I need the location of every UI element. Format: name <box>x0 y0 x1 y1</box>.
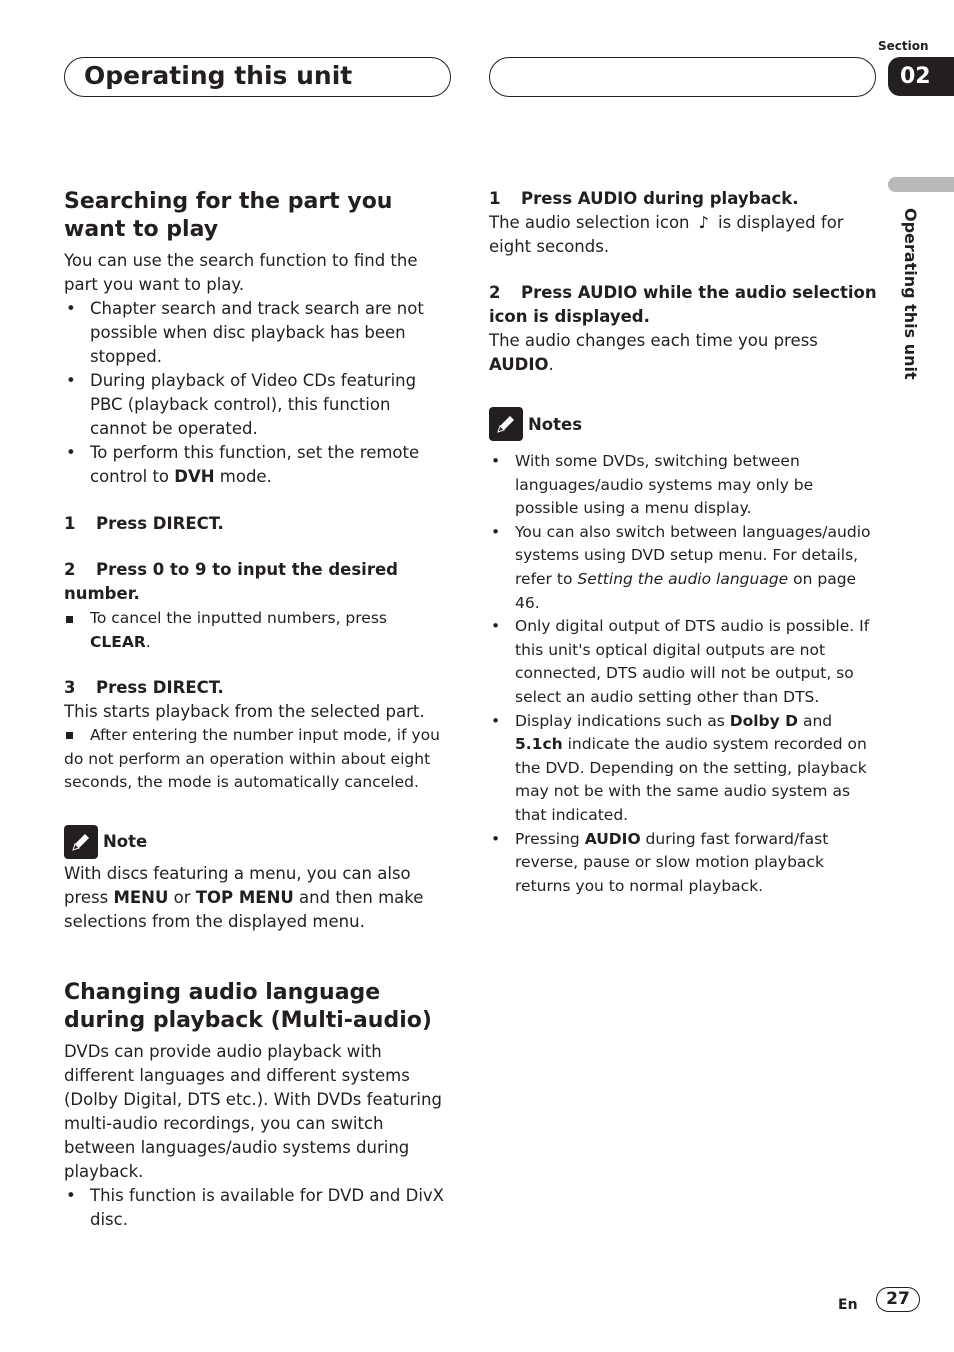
language-code: En <box>838 1297 858 1313</box>
page-number: 27 <box>876 1287 920 1312</box>
list-item: • You can also switch between languages/audio systems using DVD setup menu. For details, refer to Setting the audio language on page 46. <box>489 521 877 615</box>
pencil-icon <box>64 825 98 859</box>
notes-header <box>489 407 877 441</box>
note-text: With discs featuring a menu, you can also press MENU or TOP MENU and then make selections from the displayed menu. <box>64 863 424 931</box>
audio-step-2: 2 Press AUDIO while the audio selection icon is displayed. <box>489 283 877 326</box>
list-item: • To perform this function, set the remote control to DVH mode. <box>64 441 452 489</box>
search-heading: Searching for the part you want to play <box>64 189 393 242</box>
side-tab-marker <box>888 177 954 192</box>
section-label: Section <box>878 39 929 53</box>
audio-step-1: 1 Press AUDIO during playback. <box>489 189 799 208</box>
list-item: • Chapter search and track search are not possible when disc playback has been stopped. <box>64 297 452 369</box>
notes-label: Notes <box>528 414 583 434</box>
search-bullets <box>64 297 452 489</box>
audio-step-2-text: The audio changes each time you press AUDIO. <box>489 331 818 374</box>
list-item: • With some DVDs, switching between languages/audio systems may only be possible using a menu display. <box>489 450 877 521</box>
step-2: 2 Press 0 to 9 to input the desired number. <box>64 560 398 603</box>
pencil-icon <box>489 407 523 441</box>
header-title-frame <box>64 57 451 97</box>
notes-list <box>489 450 877 898</box>
multiaudio-bullets <box>64 1184 452 1232</box>
right-column <box>489 187 877 898</box>
note-header <box>64 825 452 859</box>
note-label: Note <box>103 832 148 852</box>
step-1: 1 Press DIRECT. <box>64 514 224 533</box>
list-item: • This function is available for DVD and DivX disc. <box>64 1184 452 1232</box>
step-2-note: To cancel the inputted numbers, press CLEAR. <box>64 607 452 654</box>
audio-note-icon: ♪ <box>698 213 710 232</box>
multiaudio-heading: Changing audio language during playback (Multi-audio) <box>64 979 432 1033</box>
list-item: • Display indications such as Dolby D and 5.1ch indicate the audio system recorded on the DVD. Depending on the setting, playback may not be with the same audio system as that indicated. <box>489 710 877 828</box>
left-column <box>64 188 452 1232</box>
header-blank-frame <box>489 57 876 97</box>
audio-step-1-text: The audio selection icon ♪ is displayed for eight seconds. <box>489 213 844 256</box>
step-3-note: After entering the number input mode, if you do not perform an operation within about eight seconds, the mode is automatically canceled. <box>64 726 440 792</box>
list-item: • Only digital output of DTS audio is possible. If this unit's optical digital outputs are not connected, DTS audio will not be output, so select an audio setting other than DTS. <box>489 615 877 709</box>
list-item: • Pressing AUDIO during fast forward/fast reverse, pause or slow motion playback returns you to normal playback. <box>489 828 877 899</box>
multiaudio-intro: DVDs can provide audio playback with different languages and different systems (Dolby Digital, DTS etc.). With DVDs featuring multi-audio recordings, you can switch between languages/audio systems during playback. <box>64 1041 442 1181</box>
page-title: Operating this unit <box>84 61 353 90</box>
step-3-text: This starts playback from the selected part. <box>64 702 425 722</box>
search-intro: You can use the search function to find the part you want to play. <box>64 251 418 294</box>
step-3: 3 Press DIRECT. <box>64 678 224 698</box>
section-number: 02 <box>888 57 954 96</box>
side-chapter-label: Operating this unit <box>901 208 920 380</box>
list-item: • During playback of Video CDs featuring PBC (playback control), this function cannot be operated. <box>64 369 452 441</box>
